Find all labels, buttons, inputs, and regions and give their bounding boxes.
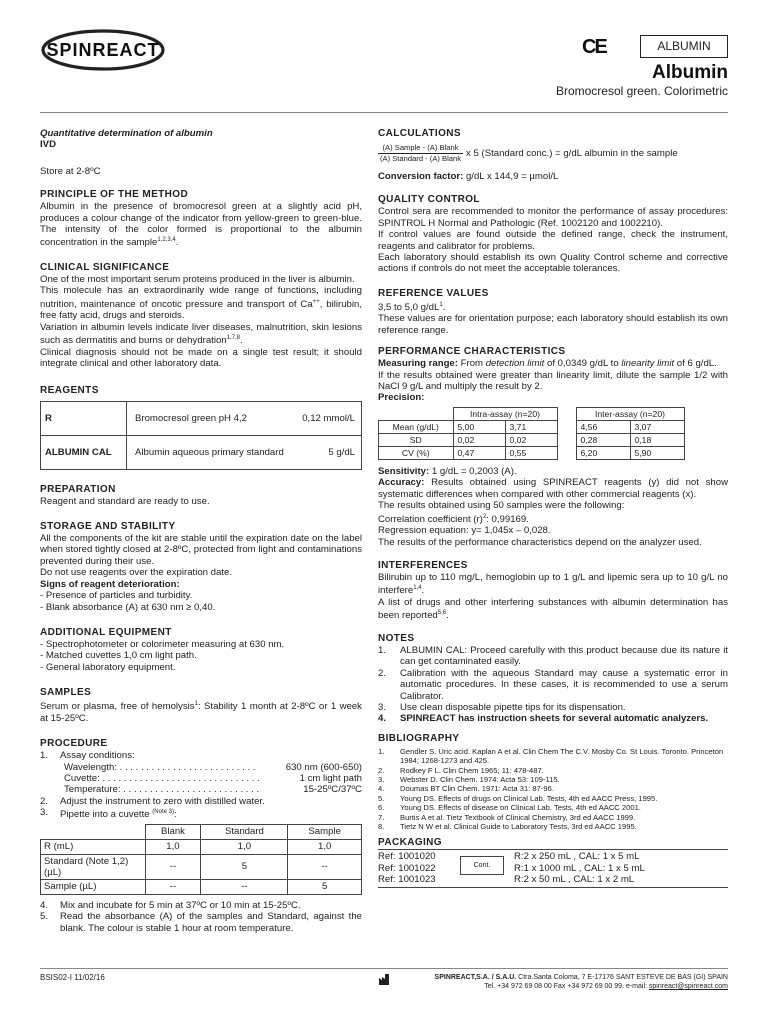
bibliography-item: 5. Young DS. Effects of drugs on Clinical Lab. Tests, 4th ed AACC Press, 1995. (378, 793, 658, 803)
table-row (41, 401, 362, 435)
table-row (379, 420, 685, 433)
table-cell: 4,56 (576, 420, 630, 433)
reagents-table (40, 401, 362, 470)
regression: Regression equation: y= 1,045x – 0,028. (378, 525, 551, 537)
procedure-wavelength: Wavelength: . . . . . . . . . . . . . . . . . . . . . . . . . . 630 nm (600-650) (64, 761, 362, 773)
table-cell: -- (145, 854, 201, 879)
note-item: 2. Calibration with the aqueous Standard may cause a systematic error in automatic procedures. In these cases, it is recommended to use a serum Calibrator. (378, 667, 728, 702)
procedure-step-3: 3. Pipette into a cuvette $^{(Note 3)}$: (40, 807, 177, 821)
calculation-formula (378, 143, 728, 164)
table-cell: 0,02 (453, 433, 505, 446)
clinical-text-3: Variation in albumin levels indicate liver diseases, malnutrition, skin lesions such as dermatitis and burns or dehydration$^{1,7,8}$. (40, 321, 362, 347)
clinical-heading: CLINICAL SIGNIFICANCE (40, 262, 170, 274)
table-row (41, 854, 362, 879)
quality-control-heading: QUALITY CONTROL (378, 194, 480, 206)
reagents-heading: REAGENTS (40, 384, 99, 396)
table-cell: 1,0 (201, 839, 288, 854)
equipment-heading: ADDITIONAL EQUIPMENT (40, 626, 172, 638)
measuring-range: Measuring range: From detection limit of 0,0349 g/dL to linearity limit of 6 g/dL. (378, 358, 717, 370)
page-title: Albumin (652, 62, 728, 83)
packaging-row: Ref: 1001022 R:1 x 1000 mL , CAL: 1 x 5 mL (378, 862, 645, 874)
page-subtitle: Bromocresol green. Colorimetric (555, 84, 728, 98)
procedure-step-5: 5. Read the absorbance (A) of the samples and Standard, against the blank. The colour is stable 1 hour at room temperature. (40, 911, 362, 934)
table-cell: -- (145, 879, 201, 894)
samples-heading: SAMPLES (40, 687, 92, 699)
note-item: 4. SPINREACT has instruction sheets for several automatic analyzers. (378, 713, 709, 725)
principle-text: Albumin in the presence of bromocresol green at a slightly acid pH, produces a colour change of the indicator from yellow-green to green-blue. The intensity of the color formed is proportional to the albumin concentration in the sample$^{1,2,3,4}$. (40, 201, 362, 249)
table-cell: 0,28 (576, 433, 630, 446)
procedure-heading: PROCEDURE (40, 738, 108, 750)
reagent-conc: 5 g/dL (297, 435, 362, 469)
storage-text-2: Do not use reagents over the expiration date. (40, 567, 232, 579)
footer-code: BSIS02-I 11/02/16 (40, 973, 105, 982)
interferences-text-2: A list of drugs and other interfering substances with albumin determination has been reported$^{5,6}$. (378, 596, 728, 622)
product-box: ALBUMIN (640, 35, 728, 58)
clinical-text-4: Clinical diagnosis should not be made on a single test result; it should integrate clinical and other laboratory data. (40, 346, 362, 370)
inter-assay-header: Inter-assay (n=20) (576, 407, 684, 420)
reagent-code: ALBUMIN CAL (41, 435, 127, 469)
table-cell: CV (%) (379, 446, 454, 459)
bibliography-item: 3. Webster D. Clin Chem. 1974: Acta 53: 109-115. (378, 774, 560, 784)
note-item: 1. ALBUMIN CAL: Proceed carefully with this product because due its nature it can get contaminated easily. (378, 644, 728, 668)
interferences-heading: INTERFERENCES (378, 559, 468, 571)
intra-assay-header: Intra-assay (n=20) (453, 407, 557, 420)
reference-value: 3,5 to 5,0 $g/dL^1$. (378, 301, 446, 314)
interferences-text-1: Bilirubin up to 110 mg/L, hemoglobin up to 1 g/L and lipemic sera up to 10 g/L no interfere$^{1,4}$. (378, 571, 728, 597)
packaging-cont-box: Cont. (460, 856, 504, 875)
packaging-row: Ref: 1001020 R:2 x 250 mL , CAL: 1 x 5 mL (378, 851, 640, 863)
performance-heading: PERFORMANCE CHARACTERISTICS (378, 346, 566, 358)
table-cell: 5 (201, 854, 288, 879)
table-cell: 0,02 (505, 433, 557, 446)
table-cell: Mean (g/dL) (379, 420, 454, 433)
preparation-text: Reagent and standard are ready to use. (40, 495, 210, 507)
table-cell: 6,20 (576, 446, 630, 459)
performance-note: The results of the performance characteristics depend on the analyzer used. (378, 536, 702, 548)
clinical-text-2: This molecule has an extraordinarily wide range of functions, including nutrition, maintenance of oncotic pressure and transport of Ca++, bilirubin, free fatty acid, drugs and steroids. (40, 285, 363, 322)
ce-mark: CE (582, 36, 606, 58)
conversion-factor: Conversion factor: g/dL x 144,9 = µmol/L (378, 171, 559, 182)
formula-tail: x 5 (Standard conc.) = g/dL albumin in the sample (466, 147, 678, 159)
brand-logo (40, 26, 166, 74)
bibliography-item: 6. Young DS. Effects of disease on Clinical Lab. Tests, 4th ed AACC 2001. (378, 803, 641, 813)
factory-icon (378, 972, 390, 986)
table-cell: Standard (Note 1,2) (µL) (41, 854, 146, 879)
footer-email-link[interactable]: spinreact@spinreact.com (648, 983, 728, 990)
formula-numerator: (A) Sample - (A) Blank (378, 143, 463, 154)
table-cell: SD (379, 433, 454, 446)
brand-name: SPINREACT (46, 40, 160, 60)
procedure-step-1: 1. Assay conditions: (40, 750, 135, 762)
packaging-row: Ref: 1001023 R:2 x 50 mL , CAL: 1 x 2 mL (378, 874, 635, 886)
storage-text-1: All the components of the kit are stable until the expiration date on the label when stored tightly closed at 2-8ºC, protected from light and contaminations prevented during their use. (40, 533, 362, 567)
table-header (41, 824, 146, 839)
table-cell: 5,90 (630, 446, 684, 459)
formula-denominator: (A) Standard - (A) Blank (380, 154, 462, 163)
header-rule (40, 112, 728, 113)
bibliography-item: 7. Burtis A et al. Tietz Textbook of Clinical Chemistry, 3rd ed AACC 1999. (378, 812, 636, 822)
qc-text-3: Each laboratory should establish its own Quality Control scheme and corrective actions if controls do not meet the acceptable tolerances. (378, 252, 728, 275)
footer-company-line: SPINREACT,S.A. / S.A.U. Ctra.Santa Coloma, 7 E-17176 SANT ESTEVE DE BAS (GI) SPAIN (434, 974, 728, 981)
table-row (379, 433, 685, 446)
procedure-cuvette: Cuvette: . . . . . . . . . . . . . . . . . . . . . . . . . . . . . . 1 cm light path (64, 772, 362, 784)
formula-fraction (378, 143, 463, 164)
procedure-step-2: 2. Adjust the instrument to zero with distilled water. (40, 795, 265, 807)
correlation: Correlation coefficient $(r)^2$: 0,99169. (378, 513, 529, 525)
right-column (378, 128, 728, 888)
table-cell: 3,07 (630, 420, 684, 433)
storage-list-2: - Blank absorbance (A) at 630 nm ≥ 0,40. (40, 601, 216, 613)
footer-logo-icon (378, 972, 390, 991)
table-cell: 0,55 (505, 446, 557, 459)
table-cell: 3,71 (505, 420, 557, 433)
reagent-conc: 0,12 mmol/L (297, 401, 362, 435)
storage-list-1: - Presence of particles and turbidity. (40, 590, 193, 602)
principle-heading: PRINCIPLE OF THE METHOD (40, 189, 189, 201)
table-header: Standard (201, 824, 288, 839)
table-row (379, 446, 685, 459)
table-row (41, 435, 362, 469)
accuracy-samples: The results obtained using 50 samples were the following: (378, 500, 625, 512)
storage-signs: Signs of reagent deterioration: (40, 578, 180, 590)
store-text: Store at 2-8ºC (40, 165, 101, 177)
table-header: Sample (288, 824, 362, 839)
bibliography-item: 4. Doumas BT Clin Chem. 1971: Acta 31: 87-96. (378, 784, 554, 794)
samples-text: Serum or plasma, free of hemolysis$^1$: Stability 1 month at 2-8ºC or 1 week at 15-25ºC. (40, 701, 362, 724)
reagent-code: R (41, 401, 127, 435)
footer-contact-line: Tel. +34 972 69 08 00 Fax +34 972 69 00 99. e-mail: spinreact@spinreact.com (484, 983, 728, 990)
equipment-list-3: - General laboratory equipment. (40, 661, 176, 673)
procedure-temperature: Temperature: . . . . . . . . . . . . . . . . . . . . . . . . . . 15-25ºC/37ºC (64, 784, 362, 796)
table-cell: 5,00 (453, 420, 505, 433)
intro-title: Quantitative determination of albumin (40, 128, 213, 139)
qc-text-1: Control sera are recommended to monitor the performance of assay procedures: SPINTROL H Normal and Pathologic (Ref. 1002120 and 1002210). (378, 206, 728, 229)
packaging-list (378, 849, 728, 887)
table-cell: -- (201, 879, 288, 894)
table-cell: 1,0 (145, 839, 201, 854)
pipette-table (40, 824, 362, 895)
storage-heading: STORAGE AND STABILITY (40, 521, 176, 533)
reference-heading: REFERENCE VALUES (378, 287, 489, 299)
footer-rule (40, 968, 728, 969)
qc-text-2: If control values are found outside the defined range, check the instrument, reagents and calibrator for problems. (378, 229, 728, 252)
table-cell: R (mL) (41, 839, 146, 854)
calculations-heading: CALCULATIONS (378, 128, 461, 139)
table-cell: -- (288, 854, 362, 879)
preparation-heading: PREPARATION (40, 483, 116, 495)
table-cell: 0,47 (453, 446, 505, 459)
equipment-list-2: - Matched cuvettes 1,0 cm light path. (40, 650, 197, 662)
table-row (379, 407, 685, 420)
packaging-heading: PACKAGING (378, 837, 442, 849)
note-item: 3. Use clean disposable pipette tips for its dispensation. (378, 701, 626, 713)
table-header: Blank (145, 824, 201, 839)
table-cell: 1,0 (288, 839, 362, 854)
reagent-desc: Bromocresol green pH 4,2 (127, 401, 297, 435)
bibliography-item: 8. Tietz N W et al. Clinical Guide to Laboratory Tests, 3rd ed AACC 1995. (378, 822, 637, 831)
left-column (40, 128, 362, 934)
notes-heading: NOTES (378, 632, 415, 644)
table-row (41, 824, 362, 839)
table-row (41, 879, 362, 894)
bibliography-item: 1. Gendler S. Uric acid. Kaplan A et al. Clin Chem The C.V. Mosby Co. St Louis. Toronto. Princeton 1984; 1268-1273 and 425. (378, 746, 724, 766)
table-cell: 5 (288, 879, 362, 894)
table-row (41, 839, 362, 854)
table-cell: 0,18 (630, 433, 684, 446)
measuring-range-dilution: If the results obtained were greater than linearity limit, dilute the sample 1/2 with NaCl 9 g/L and multiply the result by 2. (378, 369, 728, 393)
ivd-label: IVD (40, 139, 56, 151)
reference-text: These values are for orientation purpose; each laboratory should establish its own reference range. (378, 313, 728, 336)
precision-label: Precision: (378, 392, 425, 404)
bibliography-heading: BIBLIOGRAPHY (378, 732, 460, 744)
table-cell: Sample (µL) (41, 879, 146, 894)
precision-table (378, 407, 685, 460)
reagent-desc: Albumin aqueous primary standard (127, 435, 297, 469)
bibliography-item: 2. Rodkey F L. Clin Chem 1965; 11: 478-487. (378, 765, 544, 775)
procedure-step-4: 4. Mix and incubate for 5 min at 37ºC or 10 min at 15-25ºC. (40, 899, 301, 911)
sensitivity: Sensitivity: 1 g/dL = 0,2003 (A). (378, 465, 517, 477)
clinical-text-1: One of the most important serum proteins produced in the liver is albumin. (40, 274, 355, 286)
accuracy: Accuracy: Results obtained using SPINREACT reagents (y) did not show systematic differences when compared with other commercial reagents (x). (378, 477, 728, 500)
equipment-list-1: - Spectrophotometer or colorimeter measuring at 630 nm. (40, 638, 285, 650)
